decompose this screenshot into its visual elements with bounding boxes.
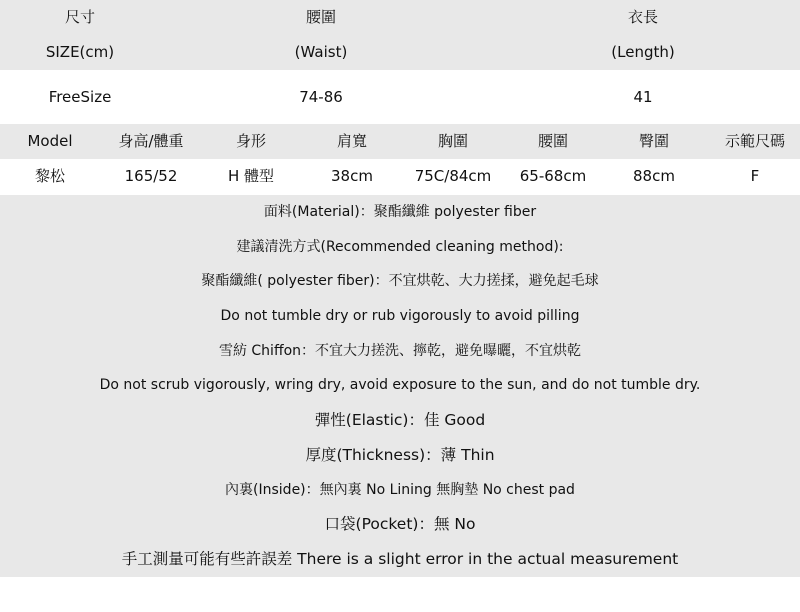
model-table-row [0,159,800,194]
info-chiffon-care-en: Do not scrub vigorously, wring dry, avoid exposure to the sun, and do not tumble dry. [99,377,701,394]
size-header-en-length: (Length) [611,43,675,61]
size-header-cn-row [0,0,800,35]
size-header-cn-waist: 腰圍 [305,8,336,26]
info-pocket: 口袋(Pocket)：無 No [324,515,476,534]
size-value-waist: 74-86 [299,88,343,106]
model-value-hip: 88cm [633,167,675,185]
model-header-hip: 臀圍 [638,132,669,150]
info-thickness: 厚度(Thickness)：薄 Thin [305,445,495,464]
product-info-block [0,195,800,577]
size-table-header [0,0,800,70]
model-table-header [0,124,800,159]
model-value-waist: 65-68cm [519,167,587,185]
model-header-model: Model [27,132,73,150]
size-value-length: 41 [633,88,653,106]
info-material: 面料(Material)：聚酯纖維 polyester fiber [263,204,537,220]
model-value-body-shape: H 體型 [227,167,275,185]
model-header-size-worn: 示範尺碼 [724,132,785,150]
size-header-cn-length: 衣長 [627,8,658,26]
model-value-bust: 75C/84cm [414,167,492,185]
size-header-cn-size: 尺寸 [64,8,95,26]
model-header-bust: 胸圍 [437,132,468,150]
model-header-waist: 腰圍 [537,132,568,150]
info-cleaning-heading: 建議清洗方式(Recommended cleaning method): [236,238,564,255]
size-table [0,0,800,124]
info-polyester-care-en: Do not tumble dry or rub vigorously to avoid pilling [220,308,580,325]
size-table-row [0,70,800,124]
model-table [0,124,800,194]
info-elastic: 彈性(Elastic)：佳 Good [314,411,486,430]
size-header-en-waist: (Waist) [294,43,348,61]
size-value-size: FreeSize [48,88,112,106]
info-inside: 內裏(Inside)：無內裏 No Lining 無胸墊 No chest pad [225,481,575,498]
size-header-en-row [0,35,800,70]
info-measurement-note: 手工測量可能有些許誤差 There is a slight error in the actual measurement [121,549,679,568]
model-value-height-weight: 165/52 [124,167,178,185]
model-header-shoulder: 肩寬 [336,132,367,150]
model-value-size-worn: F [750,167,760,185]
size-header-en-size: SIZE(cm) [45,43,115,61]
model-value-name: 黎松 [34,167,65,185]
model-header-body-shape: 身形 [235,132,266,150]
model-header-height-weight: 身高/體重 [118,132,184,150]
model-value-shoulder: 38cm [331,167,373,185]
info-polyester-care: 聚酯纖維( polyester fiber)：不宜烘乾、大力搓揉，避免起毛球 [201,273,599,290]
info-chiffon-care: 雪紡 Chiffon：不宜大力搓洗、擰乾，避免曝曬，不宜烘乾 [218,342,582,359]
